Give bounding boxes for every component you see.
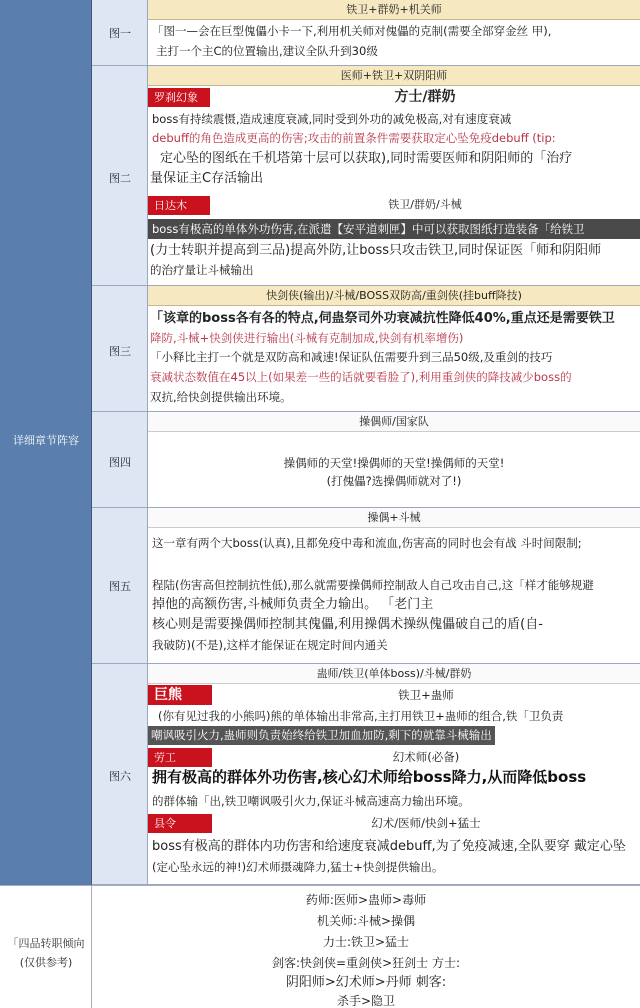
map-2-role-2: 铁卫/群奶/斗械: [388, 198, 462, 211]
map-4-header: 操偶师/国家队: [148, 412, 640, 432]
map-5-line-5: 我破防)(不是),这样才能保证在规定时间内通关: [152, 638, 388, 652]
map-3-line-1: 「该章的boss各有各的特点,伺蛊祭司外功衰减抗性降低40%,重点还是需要铁卫: [150, 311, 615, 326]
map-1-label: 图一: [109, 27, 131, 40]
transfer-line-1: 药师:医师>蛊师>毒师: [305, 893, 427, 907]
transfer-category-cell: [0, 885, 92, 1008]
map-2-label: 图二: [109, 172, 131, 185]
map-6-line-4: 的群体输「出,铁卫嘲讽吸引火力,保证斗械高速高力输出环境。: [152, 794, 470, 808]
map-1-line-2: 主打一个主C的位置输出,建议全队升到30级: [156, 44, 378, 58]
map-2-line-1: boss有持续震慑,造成速度衰减,同时受到外功的减免极高,对有速度衰减: [152, 112, 512, 126]
map-3-header: 快剑侠(输出)/斗械/BOSS双防高/重剑侠(挂buff降技): [148, 286, 640, 306]
map-6-line-3: 拥有极高的群体外功伤害,核心幻术师给boss降力,从而降低boss: [152, 768, 587, 786]
map-1-header: 铁卫+群奶+机关师: [148, 0, 640, 20]
map-5-line-1: 这一章有两个大boss(认真),且都免疫中毒和流血,伤害高的同时也会有战 斗时间限制;: [152, 536, 582, 550]
transfer-line-3: 力士:铁卫>猛士: [322, 935, 410, 949]
transfer-line-2: 机关师:斗械>操偶: [316, 914, 416, 928]
map-2-line-2: debuff的角色造成更高的伤害;攻击的前置条件需要获取定心坠免疫debuff (tip:: [152, 131, 556, 145]
map-1-section: [148, 0, 640, 66]
transfer-label-line-2: (仅供参考): [19, 956, 73, 969]
map-6-role-1: 铁卫+蛊师: [398, 688, 454, 702]
map-5-label-cell: [92, 508, 148, 664]
map-4-label: 图四: [109, 456, 131, 469]
map-2-line-4: 量保证主C存活输出: [150, 171, 264, 186]
map-6-label-cell: [92, 664, 148, 885]
transfer-label-line-1: 「四品转职倾向: [7, 937, 85, 950]
map-3-line-4: 衰减状态数值在45以上(如果差一些的话就要看脸了),利用重剑侠的降技减少boss的: [150, 370, 572, 384]
map-6-role-2: 幻术师(必备): [392, 750, 460, 764]
boss-tag-giant-bear: 巨熊: [148, 685, 212, 705]
map-5-section: [148, 508, 640, 664]
map-2-line-5: boss有极高的单体外功伤害,在派遣【安平道刺匣】中可以获取图纸打造装备「给铁卫: [148, 219, 640, 239]
map-6-line-1: (你有见过我的小熊吗)熊的单体输出非常高,主打用铁卫+蛊师的组合,铁「卫负责: [158, 709, 564, 723]
map-3-label: 图三: [109, 345, 131, 358]
map-6-header: 蛊师/铁卫(单体boss)/斗械/群奶: [148, 664, 640, 684]
map-2-label-cell: [92, 66, 148, 286]
map-4-line-1: 操偶师的天堂!操偶师的天堂!操偶师的天堂!: [283, 456, 505, 470]
boss-tag-magistrate: 县令: [148, 814, 212, 833]
map-5-line-3: 掉他的高额伤害,斗械师负责全力输出。 「老门主: [152, 597, 434, 612]
map-2-line-3: 定心坠的图纸在千机塔第十层可以获取),同时需要医师和阴阳师的「治疗: [160, 151, 573, 166]
map-2-header: 医师+铁卫+双阴阳师: [148, 66, 640, 86]
map-5-line-2: 程陆(伤害高但控制抗性低),那么就需要操偶师控制敌人自己攻击自己,这「样才能够规避: [152, 578, 594, 592]
map-6-section: [148, 664, 640, 885]
map-4-line-2: (打傀儡?选操偶师就对了!): [326, 474, 462, 488]
map-3-section: [148, 286, 640, 412]
map-3-line-5: 双抗,给快剑提供输出环境。: [150, 390, 292, 404]
map-6-line-6: (定心坠永远的神!)幻术师摄魂降力,猛士+快剑提供输出。: [152, 860, 444, 874]
transfer-label: [0, 934, 92, 972]
map-1-label-cell: [92, 0, 148, 66]
transfer-line-6: 杀手>隐卫: [336, 994, 396, 1008]
map-6-role-3: 幻术/医师/快剑+猛士: [371, 816, 481, 830]
detail-chapter-label: 详细章节阵容: [13, 434, 79, 447]
map-2-line-7: 的治疗量让斗械输出: [150, 263, 254, 277]
map-6-label: 图六: [109, 770, 131, 783]
map-1-line-1: 「图一—会在巨型傀儡小卡一下,利用机关师对傀儡的克制(需要全部穿金丝 甲),: [152, 24, 552, 38]
left-category-column: [0, 0, 92, 885]
transfer-line-4: 剑客:快剑侠=重剑侠>狂剑士 方士:: [271, 956, 460, 970]
map-5-line-4: 核心则是需要操偶师控制其傀儡,利用操偶术操纵傀儡破自己的盾(自-: [152, 617, 543, 632]
map-6-line-2: 嘲讽吸引火力,蛊师则负责始终给铁卫加血加防,剩下的就靠斗械输出: [148, 726, 495, 745]
map-3-label-cell: [92, 286, 148, 412]
map-2-section: [148, 66, 640, 286]
boss-tag-laborer: 劳工: [148, 748, 212, 767]
boss-tag-ridamu: 日达木: [148, 196, 210, 215]
map-3-line-3: 「小释比主打一个就是双防高和减速!保证队伍需要升到三品50级,及重剑的技巧: [150, 350, 553, 364]
map-5-header: 操偶+斗械: [148, 508, 640, 528]
map-4-section: [148, 412, 640, 508]
map-2-role-1: 方士/群奶: [394, 89, 456, 105]
map-4-label-cell: [92, 412, 148, 508]
map-6-line-5: boss有极高的群体内功伤害和给速度衰减debuff,为了免疫减速,全队要穿 戴定心坠: [152, 839, 626, 854]
map-5-label: 图五: [109, 580, 131, 593]
transfer-suggestions: [92, 885, 640, 1008]
boss-tag-rakshasa: 罗刹幻象: [148, 88, 210, 107]
map-3-line-2: 降防,斗械+快剑侠进行输出(斗械有克制加成,快剑有机率增伤): [150, 331, 464, 345]
map-2-line-6: (力士转职并提高到三品)提高外防,让boss只攻击铁卫,同时保证医「师和阴阳师: [150, 243, 602, 258]
transfer-line-5: 阴阳师>幻术师>丹师 刺客:: [285, 975, 447, 990]
